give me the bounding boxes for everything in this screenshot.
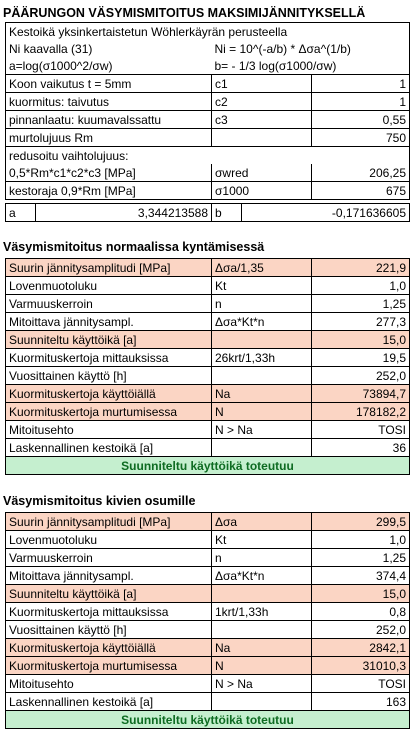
table-row xyxy=(6,421,410,439)
intro-row xyxy=(6,23,410,41)
endurance-symbol: σ1000 xyxy=(212,182,312,200)
section1-table xyxy=(5,22,410,200)
row-value: 277,3 xyxy=(312,313,410,331)
row-value: 252,0 xyxy=(312,367,410,385)
reduced-value: 206,25 xyxy=(312,164,410,182)
row-value: 73894,7 xyxy=(312,385,410,403)
result-banner: Suunniteltu käyttöikä toteutuu xyxy=(6,711,410,729)
formula-row-1 xyxy=(6,40,410,57)
row-value: 1,25 xyxy=(312,549,410,567)
row-symbol: N > Na xyxy=(212,675,312,693)
row-value: 374,4 xyxy=(312,567,410,585)
row-label: Suurin jännitysamplitudi [MPa] xyxy=(6,259,212,277)
row-value: 36 xyxy=(312,439,410,457)
row-symbol: N > Na xyxy=(212,421,312,439)
table-row xyxy=(6,657,410,675)
row-label: Vuosittainen käyttö [h] xyxy=(6,621,212,639)
reduced-row xyxy=(6,164,410,182)
formula-left-2: a=log(σ1000^2/σw) xyxy=(6,57,212,75)
row-symbol xyxy=(212,585,312,603)
row-symbol: Kt xyxy=(212,277,312,295)
row-label: Mitoittava jännitysampl. xyxy=(6,313,212,331)
a-value: 3,344213588 xyxy=(36,204,212,222)
row-symbol: 1krt/1,33h xyxy=(212,603,312,621)
table-row xyxy=(6,693,410,711)
result-banner: Suunniteltu käyttöikä toteutuu xyxy=(6,457,410,475)
table-row xyxy=(6,331,410,349)
row-value: 163 xyxy=(312,693,410,711)
row-value: 1,25 xyxy=(312,295,410,313)
row-symbol: Na xyxy=(212,385,312,403)
row-symbol: Na xyxy=(212,639,312,657)
param-label: Koon vaikutus t = 5mm xyxy=(6,75,212,93)
table-row xyxy=(6,259,410,277)
row-label: Kuormituskertoja käyttöiällä xyxy=(6,385,212,403)
row-label: Kuormituskertoja mittauksissa xyxy=(6,603,212,621)
section1-title: PÄÄRUNGON VÄSYMISMITOITUS MAKSIMIJÄNNITYKSELLÄ xyxy=(3,6,366,20)
table-row xyxy=(6,675,410,693)
row-label: Suunniteltu käyttöikä [a] xyxy=(6,585,212,603)
row-label: Kuormituskertoja murtumisessa xyxy=(6,657,212,675)
endurance-label: kestoraja 0,9*Rm [MPa] xyxy=(6,182,212,200)
section3-title: Väsymismitoitus kivien osumille xyxy=(3,494,196,508)
row-symbol: 26krt/1,33h xyxy=(212,349,312,367)
table-row xyxy=(6,585,410,603)
param-row xyxy=(6,111,410,129)
row-symbol: n xyxy=(212,295,312,313)
row-label: Kuormituskertoja murtumisessa xyxy=(6,403,212,421)
ab-row xyxy=(6,204,410,222)
param-value: 1 xyxy=(312,93,410,111)
row-label: Mitoittava jännitysampl. xyxy=(6,567,212,585)
row-symbol: Δσa*Kt*n xyxy=(212,313,312,331)
endurance-value: 675 xyxy=(312,182,410,200)
row-label: Mitoitusehto xyxy=(6,675,212,693)
row-value: 0,8 xyxy=(312,603,410,621)
formula-right-1: Ni = 10^(-a/b) * Δσa^(1/b) xyxy=(212,40,410,57)
row-value: 31010,3 xyxy=(312,657,410,675)
row-symbol: Δσa xyxy=(212,513,312,531)
result-row xyxy=(6,711,410,729)
row-label: Suunniteltu käyttöikä [a] xyxy=(6,331,212,349)
row-value: 19,5 xyxy=(312,349,410,367)
row-label: Laskennallinen kestoikä [a] xyxy=(6,693,212,711)
param-symbol xyxy=(212,129,312,147)
b-value: -0,171636605 xyxy=(242,204,410,222)
param-label: murtolujuus Rm xyxy=(6,129,212,147)
table-row xyxy=(6,639,410,657)
reduced-heading-row xyxy=(6,147,410,165)
row-label: Mitoitusehto xyxy=(6,421,212,439)
param-symbol: c2 xyxy=(212,93,312,111)
row-value: 252,0 xyxy=(312,621,410,639)
table-row xyxy=(6,295,410,313)
reduced-label: redusoitu vaihtolujuus: xyxy=(6,147,410,165)
table-row xyxy=(6,621,410,639)
table-row xyxy=(6,403,410,421)
row-value: TOSI xyxy=(312,421,410,439)
a-label: a xyxy=(6,204,36,222)
section2-title: Väsymismitoitus normaalissa kyntämisessä xyxy=(3,240,265,254)
table-row xyxy=(6,549,410,567)
b-label: b xyxy=(212,204,242,222)
row-value: 1,0 xyxy=(312,531,410,549)
reduced-symbol: σwred xyxy=(212,164,312,182)
row-symbol: N xyxy=(212,657,312,675)
section3-table xyxy=(5,512,410,729)
param-row xyxy=(6,129,410,147)
row-label: Laskennallinen kestoikä [a] xyxy=(6,439,212,457)
param-value: 0,55 xyxy=(312,111,410,129)
param-value: 750 xyxy=(312,129,410,147)
row-symbol xyxy=(212,367,312,385)
table-row xyxy=(6,439,410,457)
row-label: Kuormituskertoja käyttöiällä xyxy=(6,639,212,657)
row-value: 221,9 xyxy=(312,259,410,277)
table-row xyxy=(6,567,410,585)
table-row xyxy=(6,385,410,403)
formula-row-2 xyxy=(6,57,410,75)
reduced-formula: 0,5*Rm*c1*c2*c3 [MPa] xyxy=(6,164,212,182)
result-row xyxy=(6,457,410,475)
intro-text: Kestoikä yksinkertaistetun Wöhlerkäyrän perusteella xyxy=(6,23,410,41)
param-label: pinnanlaatu: kuumavalssattu xyxy=(6,111,212,129)
param-label: kuormitus: taivutus xyxy=(6,93,212,111)
row-value: 1,0 xyxy=(312,277,410,295)
row-value: 15,0 xyxy=(312,331,410,349)
row-label: Vuosittainen käyttö [h] xyxy=(6,367,212,385)
row-symbol xyxy=(212,439,312,457)
row-label: Kuormituskertoja mittauksissa xyxy=(6,349,212,367)
row-label: Varmuuskerroin xyxy=(6,549,212,567)
param-value: 1 xyxy=(312,75,410,93)
table-row xyxy=(6,367,410,385)
row-symbol: N xyxy=(212,403,312,421)
table-row xyxy=(6,513,410,531)
row-symbol: Kt xyxy=(212,531,312,549)
row-symbol: Δσa/1,35 xyxy=(212,259,312,277)
row-symbol xyxy=(212,693,312,711)
row-value: 299,5 xyxy=(312,513,410,531)
table-row xyxy=(6,277,410,295)
section2-table xyxy=(5,258,410,475)
row-label: Lovenmuotoluku xyxy=(6,277,212,295)
ab-table xyxy=(5,203,410,222)
row-value: TOSI xyxy=(312,675,410,693)
row-symbol: Δσa*Kt*n xyxy=(212,567,312,585)
row-value: 2842,1 xyxy=(312,639,410,657)
row-label: Varmuuskerroin xyxy=(6,295,212,313)
row-symbol xyxy=(212,621,312,639)
table-row xyxy=(6,349,410,367)
formula-left-1: Ni kaavalla (31) xyxy=(6,40,212,57)
row-label: Suurin jännitysamplitudi [MPa] xyxy=(6,513,212,531)
row-symbol: n xyxy=(212,549,312,567)
param-row xyxy=(6,93,410,111)
formula-right-2: b= - 1/3 log(σ1000/σw) xyxy=(212,57,410,75)
param-row xyxy=(6,75,410,93)
row-label: Lovenmuotoluku xyxy=(6,531,212,549)
table-row xyxy=(6,531,410,549)
row-value: 15,0 xyxy=(312,585,410,603)
table-row xyxy=(6,603,410,621)
row-symbol xyxy=(212,331,312,349)
endurance-row xyxy=(6,182,410,200)
table-row xyxy=(6,313,410,331)
row-value: 178182,2 xyxy=(312,403,410,421)
param-symbol: c3 xyxy=(212,111,312,129)
param-symbol: c1 xyxy=(212,75,312,93)
